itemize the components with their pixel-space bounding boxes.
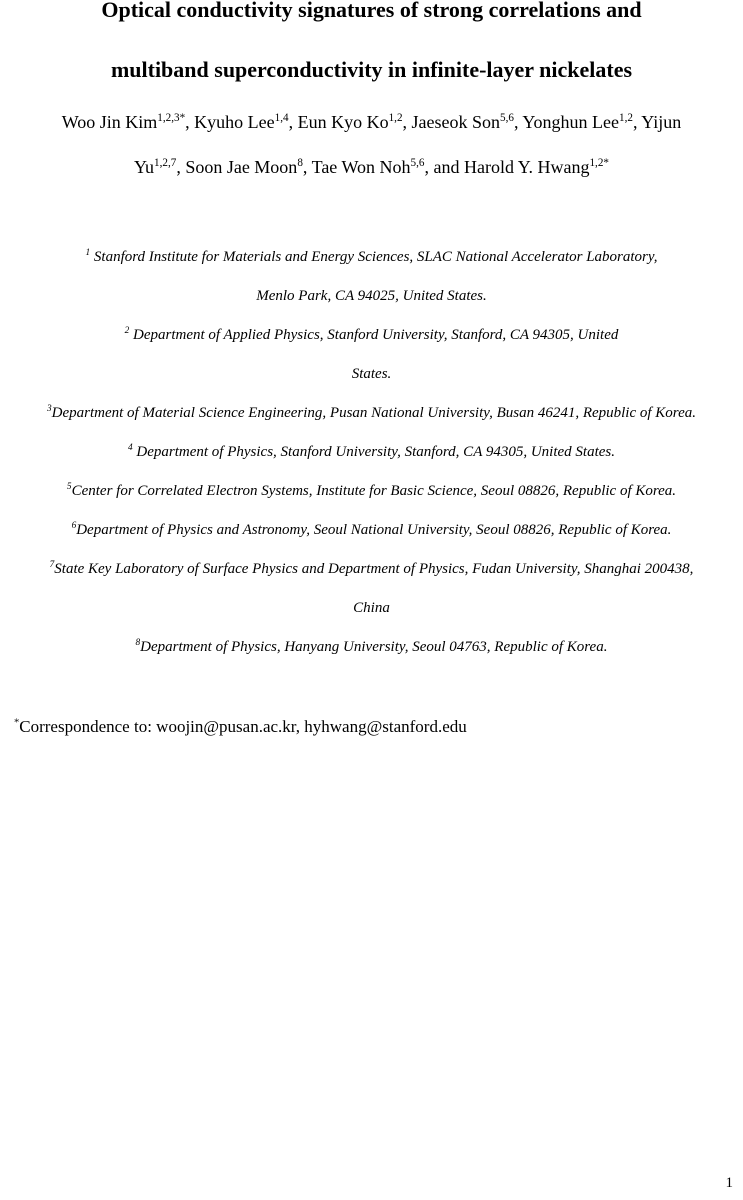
affiliation: $^2$ Department of Applied Physics, Stanford University, Stanford, CA 94305, United States. bbox=[124, 326, 619, 382]
author-superscript: 1,2* bbox=[589, 157, 609, 169]
correspondence-text: Correspondence to: woojin@pusan.ac.kr, hyhwang@stanford.edu bbox=[19, 717, 467, 736]
author: Harold Y. Hwang$^{1,2*}$ bbox=[463, 157, 609, 177]
author: Eun Kyo Ko$^{1,2}$, bbox=[297, 112, 412, 132]
correspondence-line bbox=[14, 710, 729, 744]
author: Tae Won Noh$^{5,6}$, and bbox=[311, 157, 464, 177]
correspondence-asterisk: * bbox=[14, 717, 20, 729]
page-number: 1 bbox=[725, 1175, 733, 1191]
affiliation-superscript: 5 bbox=[66, 482, 72, 492]
affiliation-superscript: 3 bbox=[46, 404, 52, 414]
affiliation: $^4$ Department of Physics, Stanford University, Stanford, CA 94305, United States. bbox=[128, 443, 615, 460]
author-superscript: 5,6 bbox=[500, 112, 514, 124]
author: Soon Jae Moon$^8$, bbox=[185, 157, 312, 177]
paper-title: Optical conductivity signatures of strong correlations and multiband superconductivity in infinite-layer nickelates bbox=[101, 0, 642, 82]
affiliation: $^5$Center for Correlated Electron Systems, Institute for Basic Science, Seoul 08826, Republic of Korea. bbox=[66, 482, 677, 499]
affiliation-superscript: 2 bbox=[124, 326, 130, 336]
affiliations bbox=[14, 238, 729, 667]
affiliation: $^7$State Key Laboratory of Surface Physics and Department of Physics, Fudan University, Shanghai 200438, China bbox=[49, 560, 694, 616]
author-superscript: 5,6 bbox=[410, 157, 425, 169]
author-superscript: 1,2 bbox=[388, 112, 403, 124]
author-superscript: 1,4 bbox=[274, 112, 289, 124]
author-superscript: 1,2,3* bbox=[157, 112, 186, 124]
affiliation: $^1$ Stanford Institute for Materials and Energy Sciences, SLAC National Accelerator Laboratory, Menlo Park, CA 94025, United States. bbox=[85, 248, 658, 304]
affiliation-superscript: 1 bbox=[85, 248, 91, 258]
author-superscript: 8 bbox=[297, 157, 303, 169]
affiliation: $^3$Department of Material Science Engineering, Pusan National University, Busan 46241, Republic of Korea. bbox=[46, 404, 696, 421]
author-line bbox=[14, 100, 729, 190]
author-superscript: 1,2,7 bbox=[154, 157, 177, 169]
author: Yonghun Lee$^{1,2}$, bbox=[522, 112, 642, 132]
affiliation-superscript: 6 bbox=[71, 521, 77, 531]
affiliation-superscript: 7 bbox=[49, 560, 55, 570]
affiliation: $^8$Department of Physics, Hanyang University, Seoul 04763, Republic of Korea. bbox=[135, 638, 608, 655]
author: Jaeseok Son$^{5,6}$, bbox=[411, 112, 523, 132]
author: Woo Jin Kim$^{1,2,3*}$, bbox=[61, 112, 195, 132]
author-superscript: 1,2 bbox=[619, 112, 633, 124]
author: Yijun Yu$^{1,2,7}$, bbox=[133, 112, 682, 177]
affiliation-superscript: 4 bbox=[128, 443, 133, 453]
affiliation: $^6$Department of Physics and Astronomy, Seoul National University, Seoul 08826, Republic of Korea. bbox=[71, 521, 672, 538]
affiliation-superscript: 8 bbox=[135, 638, 141, 648]
author: Kyuho Lee$^{1,4}$, bbox=[194, 112, 298, 132]
